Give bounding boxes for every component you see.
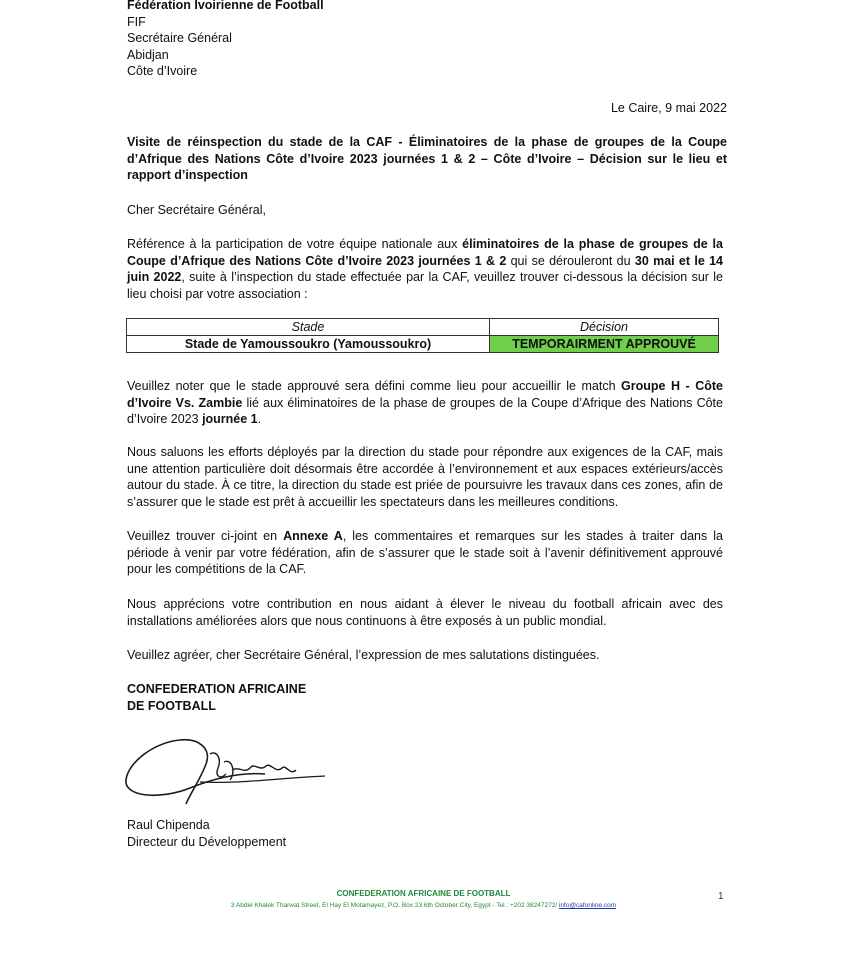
signer-name: Raul Chipenda xyxy=(127,818,210,832)
signer-block xyxy=(127,817,286,850)
recipient-city: Abidjan xyxy=(127,47,169,62)
salutation: Cher Secrétaire Général, xyxy=(127,203,266,217)
paragraph-match xyxy=(127,378,723,428)
signature-image xyxy=(120,722,340,812)
table-row xyxy=(127,336,719,353)
signer-title: Directeur du Développement xyxy=(127,834,287,849)
footer-org: CONFEDERATION AFRICAINE DE FOOTBALL xyxy=(336,889,511,898)
footer-address-text: 3 Abdel Khalek Tharwat Street, El Hay El Motamayez, P.O. Box 23 6th October City, Egypt - Tel.: +202 38247272/ xyxy=(230,902,559,909)
para4-text-2: , les commentaires et remarques sur les stades à traiter dans la période à venir par votre fédération, afin de s’assurer que le stade soit à l’avenir définitivement approuvé pour les compétitions de la CAF. xyxy=(127,529,723,576)
para1-text-1: Référence à la participation de votre équipe nationale aux xyxy=(127,237,463,251)
sender-org xyxy=(127,681,306,714)
decision-cell: TEMPORAIRMENT APPROUVÉ xyxy=(490,336,719,353)
paragraph-annexe xyxy=(127,528,723,578)
recipient-country: Côte d’Ivoire xyxy=(127,64,198,78)
recipient-title: Secrétaire Général xyxy=(127,31,232,45)
recipient-address xyxy=(127,0,324,80)
para1-text-2: qui se dérouleront du xyxy=(506,253,635,268)
recipient-abbr: FIF xyxy=(127,14,146,29)
subject-line: Visite de réinspection du stade de la CAF - Éliminatoires de la phase de groupes de la Coupe d’Afrique des Nations Côte d’Ivoire 2023 journées 1 & 2 – Côte d’Ivoire – Décision sur le lieu et rapport d’inspection xyxy=(127,135,727,182)
para1-text-3: , suite à l’inspection du stade effectuée par la CAF, veuillez trouver ci-dessous la décision sur le lieu choisi par votre association : xyxy=(127,270,724,301)
closing-line: Veuillez agréer, cher Secrétaire Général, l’expression de mes salutations distinguées. xyxy=(127,648,600,662)
sender-org-line1: CONFEDERATION AFRICAINE xyxy=(127,682,307,696)
table-header-row xyxy=(127,319,719,336)
para1-bold-2: 30 mai et le 14 juin 2022 xyxy=(127,253,723,284)
para2-text-1: Veuillez noter que le stade approuvé sera défini comme lieu pour accueillir le match xyxy=(127,379,622,393)
header-decision: Décision xyxy=(490,319,719,336)
paragraph-contribution: Nous apprécions votre contribution en nous aidant à élever le niveau du football africain avec des installations améliorées alors que nous continuons à être exposés à un public mondial. xyxy=(127,597,723,628)
sender-org-line2: DE FOOTBALL xyxy=(127,698,216,713)
para2-text-2: lié aux éliminatoires de la phase de groupes de la Coupe d’Afrique des Nations Côte d’Ivoire 2023 xyxy=(127,395,723,426)
para2-bold-1: Groupe H - Côte d’Ivoire Vs. Zambie xyxy=(127,379,723,410)
date-line: Le Caire, 9 mai 2022 xyxy=(610,101,727,115)
header-stade: Stade xyxy=(127,319,490,336)
para2-bold-2: journée 1 xyxy=(202,412,258,426)
para4-bold-1: Annexe A xyxy=(283,529,343,543)
para4-text-1: Veuillez trouver ci-joint en xyxy=(127,529,284,543)
paragraph-efforts: Nous saluons les efforts déployés par la direction du stade pour répondre aux exigences de la CAF, mais une attention particulière doit désormais être accordée à l’environnement et aux espaces extérieurs/accès autour du stade. À ce titre, la direction du stade est priée de poursuivre les travaux dans ces zones, afin de s’assurer que le stade est prêt à accueillir les spectateurs dans les meilleures conditions. xyxy=(127,445,723,509)
footer-email-link[interactable]: info@cafonline.com xyxy=(558,902,617,909)
para1-bold-1: éliminatoires de la phase de groupes de la Coupe d’Afrique des Nations Côte d’Ivoire 2023 journées 1 & 2 xyxy=(127,237,723,268)
stade-cell: Stade de Yamoussoukro (Yamoussoukro) xyxy=(127,336,490,353)
paragraph-reference xyxy=(127,236,723,302)
decision-table xyxy=(126,318,719,353)
page-number: 1 xyxy=(718,891,724,902)
recipient-org: Fédération Ivoirienne de Football xyxy=(127,0,324,12)
footer-address xyxy=(0,902,847,909)
para2-text-3: . xyxy=(257,412,262,426)
